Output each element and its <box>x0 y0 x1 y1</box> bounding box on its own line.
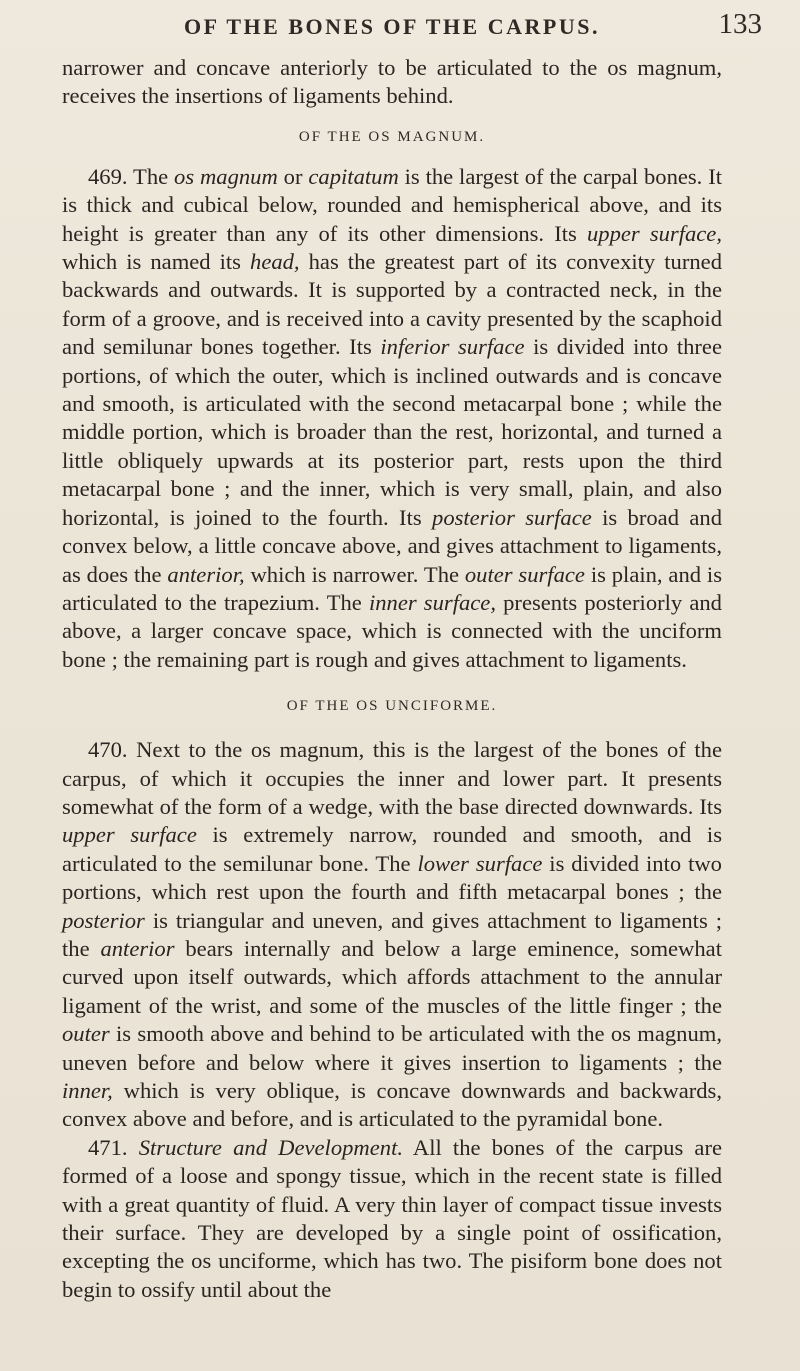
italic-term: Structure and Development. <box>138 1134 403 1160</box>
text-run: which is narrower. The <box>244 561 465 587</box>
text-run: presents posteriorly and above, a larger concave space, which is connected with the unciform bone ; the remaining part is rough and gives attachment to ligaments. <box>62 589 722 672</box>
text-run: is broad and convex below, a little concave above, and gives attachment to ligaments, as does the <box>62 504 722 587</box>
paragraph-number: 471. <box>88 1134 128 1160</box>
text-run: is plain, and is articulated to the trapezium. The <box>62 561 722 615</box>
text-run: is extremely narrow, rounded and smooth, and is articulated to the semilunar bone. The <box>62 822 722 876</box>
intro-fragment: narrower and concave anteriorly to be articulated to the os magnum, receives the insertions of ligaments behind. <box>62 55 722 109</box>
text-run: bears internally and below a large eminence, somewhat curved upon itself outwards, which affords attachment to the annular ligament of the wrist, and some of the muscles of the little finger ; the <box>62 935 722 1018</box>
italic-term: posterior <box>62 907 145 933</box>
italic-term: inner surface, <box>368 589 496 615</box>
italic-term: capitatum <box>308 163 399 189</box>
italic-term: anterior, <box>167 561 245 587</box>
text-run: is smooth above and behind to be articulated with the os magnum, uneven before and below where it gives insertion to ligaments ; the <box>62 1021 722 1075</box>
italic-term: upper surface <box>62 822 197 848</box>
text-run: or <box>277 163 309 189</box>
section-heading-os-magnum: OF THE OS MAGNUM. <box>298 128 486 145</box>
running-head <box>62 0 762 54</box>
italic-term: upper surface, <box>586 220 722 246</box>
italic-term: os magnum <box>174 163 278 189</box>
text-run: is divided into two portions, which rest upon the fourth and fifth metacarpal bones ; the <box>62 850 722 905</box>
italic-term: posterior surface <box>432 504 592 530</box>
paragraph-470 <box>62 736 722 1134</box>
paragraph-number: 469. <box>88 163 128 189</box>
text-run: All the bones of the carpus are formed of a loose and spongy tissue, which in the recent state is filled with a great quantity of fluid. A very thin layer of compact tissue invests their surface. They are developed by a single point of ossification, excepting the os unciforme, which has two. The pisiform bone does not begin to ossify until about the <box>62 1134 722 1302</box>
text-run: The <box>127 163 175 189</box>
italic-term: inferior surface <box>380 334 525 360</box>
text-run: which is very oblique, is concave downwards and backwards, convex above and before, and is articulated to the pyramidal bone. <box>62 1078 722 1132</box>
paragraph-469 <box>62 163 722 674</box>
italic-term: anterior <box>100 935 175 961</box>
italic-term: lower surface <box>417 850 543 876</box>
text-run: is the largest of the carpal bones. It is thick and cubical below, rounded and hemispherical above, and its height is greater than any of its other dimensions. Its <box>62 163 723 246</box>
running-title: OF THE BONES OF THE CARPUS. <box>184 14 600 39</box>
italic-term: inner, <box>62 1078 113 1103</box>
italic-term: outer <box>62 1021 110 1047</box>
text-run <box>128 1135 139 1160</box>
text-run: Next to the os magnum, this is the largest of the bones of the carpus, of which it occupies the inner and lower part. It presents somewhat of the form of a wedge, with the base directed downwards. Its <box>62 737 722 819</box>
text-run: is divided into three portions, of which the outer, which is inclined outwards and is concave and smooth, is articulated with the second metacarpal bone ; while the middle portion, which is broader than the rest, horizontal, and turned a little obliquely upwards at its posterior part, rests upon the third metacarpal bone ; and the inner, which is very small, plain, and also horizontal, is joined to the fourth. Its <box>62 334 722 530</box>
page-number: 133 <box>718 8 762 40</box>
italic-term: head, <box>250 249 300 275</box>
text-run: has the greatest part of its convexity turned backwards and outwards. It is supported by a contracted neck, in the form of a groove, and is received into a cavity presented by the scaphoid and semilunar bones together. Its <box>62 249 722 360</box>
italic-term: outer surface <box>464 561 585 587</box>
section-heading-os-unciforme: OF THE OS UNCIFORME. <box>286 698 498 715</box>
text-run: is triangular and uneven, and gives attachment to ligaments ; the <box>62 907 722 961</box>
paragraph-number: 470. <box>88 737 128 763</box>
paragraph-471 <box>62 1134 722 1304</box>
text-run: which is named its <box>62 249 251 275</box>
